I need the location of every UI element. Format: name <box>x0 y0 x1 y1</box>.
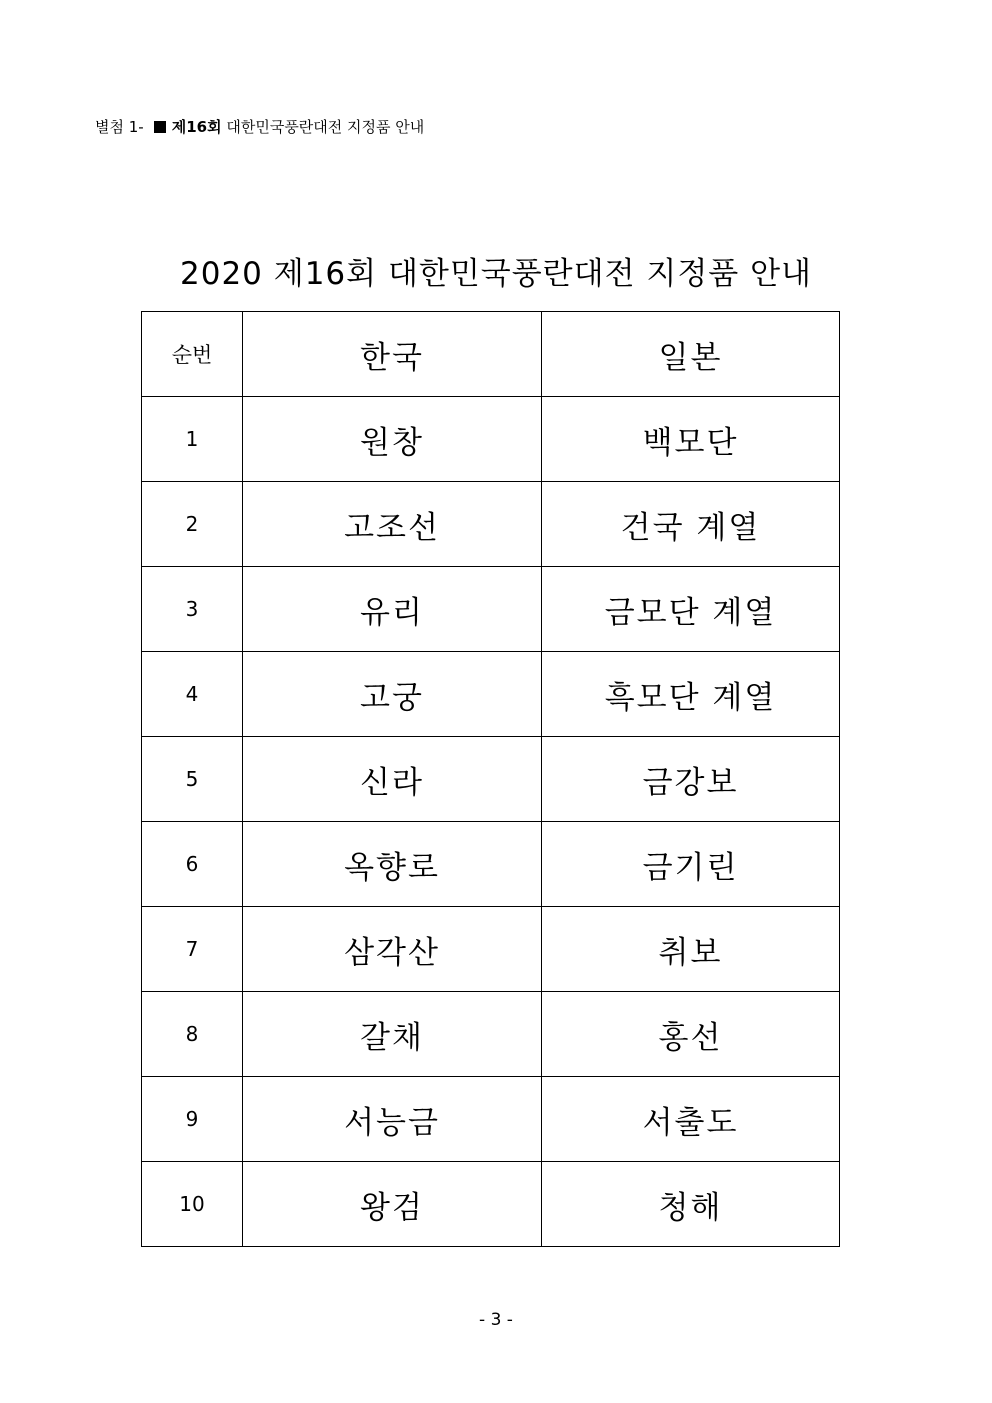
japan-name: 백모단 <box>542 397 840 482</box>
header-korea: 한국 <box>243 312 542 397</box>
row-number: 10 <box>142 1162 243 1247</box>
japan-name: 금강보 <box>542 737 840 822</box>
table-row <box>142 992 840 1077</box>
japan-name: 금모단 계열 <box>542 567 840 652</box>
korea-name: 고조선 <box>243 482 542 567</box>
japan-name: 홍선 <box>542 992 840 1077</box>
designated-items-table <box>141 311 840 1247</box>
table-row <box>142 822 840 907</box>
table-header-row <box>142 312 840 397</box>
japan-name: 서출도 <box>542 1077 840 1162</box>
row-number: 8 <box>142 992 243 1077</box>
table-row <box>142 397 840 482</box>
attachment-edition: 제16회 <box>171 118 222 136</box>
header-japan: 일본 <box>542 312 840 397</box>
black-square-icon <box>154 121 166 133</box>
attachment-note <box>95 116 424 137</box>
korea-name: 유리 <box>243 567 542 652</box>
row-number: 3 <box>142 567 243 652</box>
document-title: 2020 제16회 대한민국풍란대전 지정품 안내 <box>180 256 812 292</box>
row-number: 2 <box>142 482 243 567</box>
korea-name: 옥향로 <box>243 822 542 907</box>
attachment-subject: 대한민국풍란대전 지정품 안내 <box>226 118 425 136</box>
page-number: - 3 - <box>479 1310 513 1330</box>
table-row <box>142 567 840 652</box>
row-number: 7 <box>142 907 243 992</box>
korea-name: 서능금 <box>243 1077 542 1162</box>
attachment-prefix: 별첨 1- <box>95 118 144 136</box>
row-number: 4 <box>142 652 243 737</box>
header-number: 순번 <box>142 312 243 397</box>
japan-name: 흑모단 계열 <box>542 652 840 737</box>
table-row <box>142 907 840 992</box>
table-row <box>142 737 840 822</box>
row-number: 5 <box>142 737 243 822</box>
japan-name: 취보 <box>542 907 840 992</box>
korea-name: 갈채 <box>243 992 542 1077</box>
korea-name: 삼각산 <box>243 907 542 992</box>
row-number: 9 <box>142 1077 243 1162</box>
row-number: 1 <box>142 397 243 482</box>
table-row <box>142 652 840 737</box>
row-number: 6 <box>142 822 243 907</box>
table-row <box>142 482 840 567</box>
japan-name: 청해 <box>542 1162 840 1247</box>
table-row <box>142 1162 840 1247</box>
table-row <box>142 1077 840 1162</box>
japan-name: 금기린 <box>542 822 840 907</box>
korea-name: 고궁 <box>243 652 542 737</box>
japan-name: 건국 계열 <box>542 482 840 567</box>
korea-name: 신라 <box>243 737 542 822</box>
korea-name: 원창 <box>243 397 542 482</box>
korea-name: 왕검 <box>243 1162 542 1247</box>
